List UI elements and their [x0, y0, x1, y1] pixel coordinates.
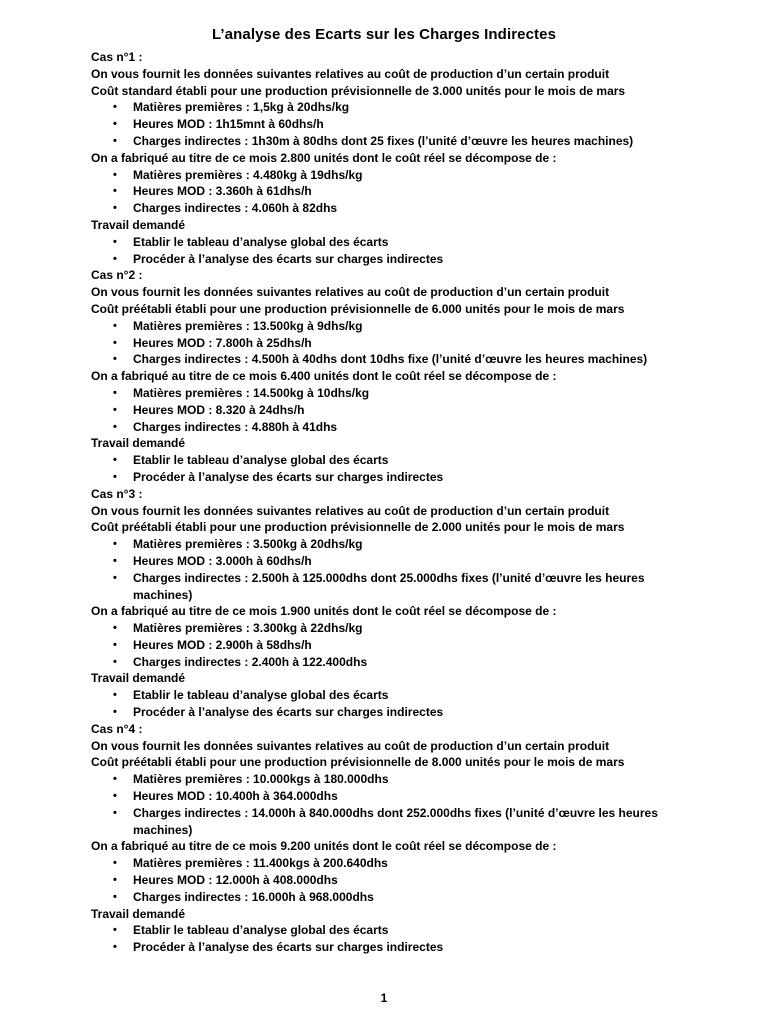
work-item-text: Etablir le tableau d’analyse global des écarts	[133, 234, 389, 249]
bullet-icon: •	[113, 622, 117, 635]
standard-item	[91, 788, 691, 805]
bullet-icon: •	[113, 941, 117, 954]
case-heading: Cas n°3 :	[91, 486, 143, 501]
actual-item	[91, 620, 691, 637]
case-actual-line: On a fabriqué au titre de ce mois 1.900 unités dont le coût réel se décompose de :	[91, 604, 557, 619]
work-item-text: Procéder à l’analyse des écarts sur charges indirectes	[133, 251, 444, 266]
bullet-icon: •	[113, 319, 117, 332]
actual-item-text: Charges indirectes : 4.880h à 41dhs	[133, 419, 338, 434]
work-heading: Travail demandé	[91, 436, 186, 451]
actual-item	[91, 402, 691, 419]
bullet-icon: •	[113, 538, 117, 551]
bullet-icon: •	[113, 202, 117, 215]
case-heading: Cas n°2 :	[91, 268, 143, 283]
case-actual-line: On a fabriqué au titre de ce mois 6.400 unités dont le coût réel se décompose de :	[91, 369, 557, 384]
case-intro: On vous fournit les données suivantes relatives au coût de production d’un certain produit	[91, 66, 610, 81]
bullet-icon: •	[113, 118, 117, 131]
standard-item	[91, 351, 691, 368]
bullet-icon: •	[113, 386, 117, 399]
actual-item-text: Charges indirectes : 4.060h à 82dhs	[133, 201, 338, 216]
actual-item-text: Heures MOD : 12.000h à 408.000dhs	[133, 873, 338, 888]
bullet-icon: •	[113, 790, 117, 803]
work-item	[91, 687, 691, 704]
standard-item-text: Charges indirectes : 4.500h à 40dhs dont 10dhs fixe (l’unité d’œuvre les heures machines)	[133, 352, 648, 367]
work-heading: Travail demandé	[91, 217, 186, 232]
bullet-icon: •	[113, 353, 117, 366]
case-standard-line: Coût préétabli établi pour une production prévisionnelle de 6.000 unités pour le mois de mars	[91, 301, 625, 316]
bullet-icon: •	[113, 235, 117, 248]
bullet-icon: •	[113, 806, 117, 819]
actual-item	[91, 637, 691, 654]
standard-item-text: Heures MOD : 10.400h à 364.000dhs	[133, 789, 338, 804]
bullet-icon: •	[113, 134, 117, 147]
actual-item	[91, 889, 691, 906]
bullet-icon: •	[113, 252, 117, 265]
case-intro: On vous fournit les données suivantes relatives au coût de production d’un certain produit	[91, 285, 610, 300]
standard-item-text: Charges indirectes : 1h30m à 80dhs dont 25 fixes (l’unité d’œuvre les heures machines)	[133, 133, 634, 148]
actual-item	[91, 872, 691, 889]
standard-item	[91, 536, 691, 553]
bullet-icon: •	[113, 638, 117, 651]
case-intro: On vous fournit les données suivantes relatives au coût de production d’un certain produit	[91, 503, 610, 518]
actual-item	[91, 200, 691, 217]
work-item	[91, 469, 691, 486]
case-intro: On vous fournit les données suivantes relatives au coût de production d’un certain produit	[91, 738, 610, 753]
standard-item-text: Matières premières : 3.500kg à 20dhs/kg	[133, 537, 363, 552]
work-item	[91, 922, 691, 939]
actual-item-text: Charges indirectes : 2.400h à 122.400dhs	[133, 654, 368, 669]
bullet-icon: •	[113, 470, 117, 483]
standard-item	[91, 553, 691, 570]
bullet-icon: •	[113, 101, 117, 114]
work-item-text: Etablir le tableau d’analyse global des écarts	[133, 453, 389, 468]
work-heading: Travail demandé	[91, 906, 186, 921]
standard-item	[91, 133, 691, 150]
standard-item	[91, 570, 691, 604]
actual-item	[91, 855, 691, 872]
actual-item-text: Heures MOD : 2.900h à 58dhs/h	[133, 637, 312, 652]
bullet-icon: •	[113, 185, 117, 198]
standard-item	[91, 318, 691, 335]
case-actual-line: On a fabriqué au titre de ce mois 9.200 unités dont le coût réel se décompose de :	[91, 839, 557, 854]
bullet-icon: •	[113, 168, 117, 181]
bullet-icon: •	[113, 420, 117, 433]
standard-item-text: Heures MOD : 7.800h à 25dhs/h	[133, 335, 312, 350]
page-number: 1	[380, 991, 388, 1005]
actual-item	[91, 419, 691, 436]
actual-item	[91, 183, 691, 200]
bullet-icon: •	[113, 706, 117, 719]
work-item	[91, 704, 691, 721]
bullet-icon: •	[113, 689, 117, 702]
bullet-icon: •	[113, 924, 117, 937]
case-standard-line: Coût préétabli établi pour une production prévisionnelle de 2.000 unités pour le mois de mars	[91, 520, 625, 535]
actual-item-text: Matières premières : 14.500kg à 10dhs/kg	[133, 385, 370, 400]
work-item-text: Procéder à l’analyse des écarts sur charges indirectes	[133, 469, 444, 484]
actual-item-text: Heures MOD : 3.360h à 61dhs/h	[133, 184, 312, 199]
actual-item-text: Matières premières : 3.300kg à 22dhs/kg	[133, 621, 363, 636]
standard-item-text: Heures MOD : 3.000h à 60dhs/h	[133, 553, 312, 568]
bullet-icon: •	[113, 857, 117, 870]
document-body	[91, 49, 691, 956]
case-heading: Cas n°4 :	[91, 721, 143, 736]
standard-item	[91, 805, 691, 839]
bullet-icon: •	[113, 454, 117, 467]
work-item-text: Etablir le tableau d’analyse global des écarts	[133, 688, 389, 703]
actual-item-text: Matières premières : 11.400kgs à 200.640dhs	[133, 856, 388, 871]
work-item	[91, 452, 691, 469]
work-item	[91, 251, 691, 268]
actual-item-text: Charges indirectes : 16.000h à 968.000dhs	[133, 889, 374, 904]
bullet-icon: •	[113, 336, 117, 349]
work-item	[91, 234, 691, 251]
standard-item-text: Charges indirectes : 14.000h à 840.000dhs dont 252.000dhs fixes (l’unité d’œuvre les heures machines)	[133, 805, 658, 837]
work-item-text: Etablir le tableau d’analyse global des écarts	[133, 923, 389, 938]
bullet-icon: •	[113, 874, 117, 887]
actual-item	[91, 167, 691, 184]
document-title: L’analyse des Ecarts sur les Charges Indirectes	[211, 26, 557, 43]
standard-item-text: Charges indirectes : 2.500h à 125.000dhs dont 25.000dhs fixes (l’unité d’œuvre les heures machines)	[133, 570, 645, 602]
standard-item-text: Matières premières : 1,5kg à 20dhs/kg	[133, 100, 350, 115]
work-heading: Travail demandé	[91, 671, 186, 686]
bullet-icon: •	[113, 773, 117, 786]
actual-item-text: Matières premières : 4.480kg à 19dhs/kg	[133, 167, 363, 182]
standard-item-text: Matières premières : 10.000kgs à 180.000dhs	[133, 772, 389, 787]
standard-item	[91, 99, 691, 116]
case-heading: Cas n°1 :	[91, 50, 143, 64]
bullet-icon: •	[113, 403, 117, 416]
standard-item	[91, 116, 691, 133]
actual-item	[91, 654, 691, 671]
standard-item	[91, 335, 691, 352]
standard-item-text: Matières premières : 13.500kg à 9dhs/kg	[133, 318, 363, 333]
actual-item	[91, 385, 691, 402]
bullet-icon: •	[113, 890, 117, 903]
case-actual-line: On a fabriqué au titre de ce mois 2.800 unités dont le coût réel se décompose de :	[91, 150, 557, 165]
standard-item	[91, 771, 691, 788]
work-item	[91, 939, 691, 956]
work-item-text: Procéder à l’analyse des écarts sur charges indirectes	[133, 705, 444, 720]
work-item-text: Procéder à l’analyse des écarts sur charges indirectes	[133, 940, 444, 955]
case-standard-line: Coût standard établi pour une production prévisionnelle de 3.000 unités pour le mois de mars	[91, 83, 626, 98]
bullet-icon: •	[113, 554, 117, 567]
standard-item-text: Heures MOD : 1h15mnt à 60dhs/h	[133, 117, 324, 132]
bullet-icon: •	[113, 571, 117, 584]
case-standard-line: Coût préétabli établi pour une production prévisionnelle de 8.000 unités pour le mois de mars	[91, 755, 625, 770]
bullet-icon: •	[113, 655, 117, 668]
actual-item-text: Heures MOD : 8.320 à 24dhs/h	[133, 402, 305, 417]
